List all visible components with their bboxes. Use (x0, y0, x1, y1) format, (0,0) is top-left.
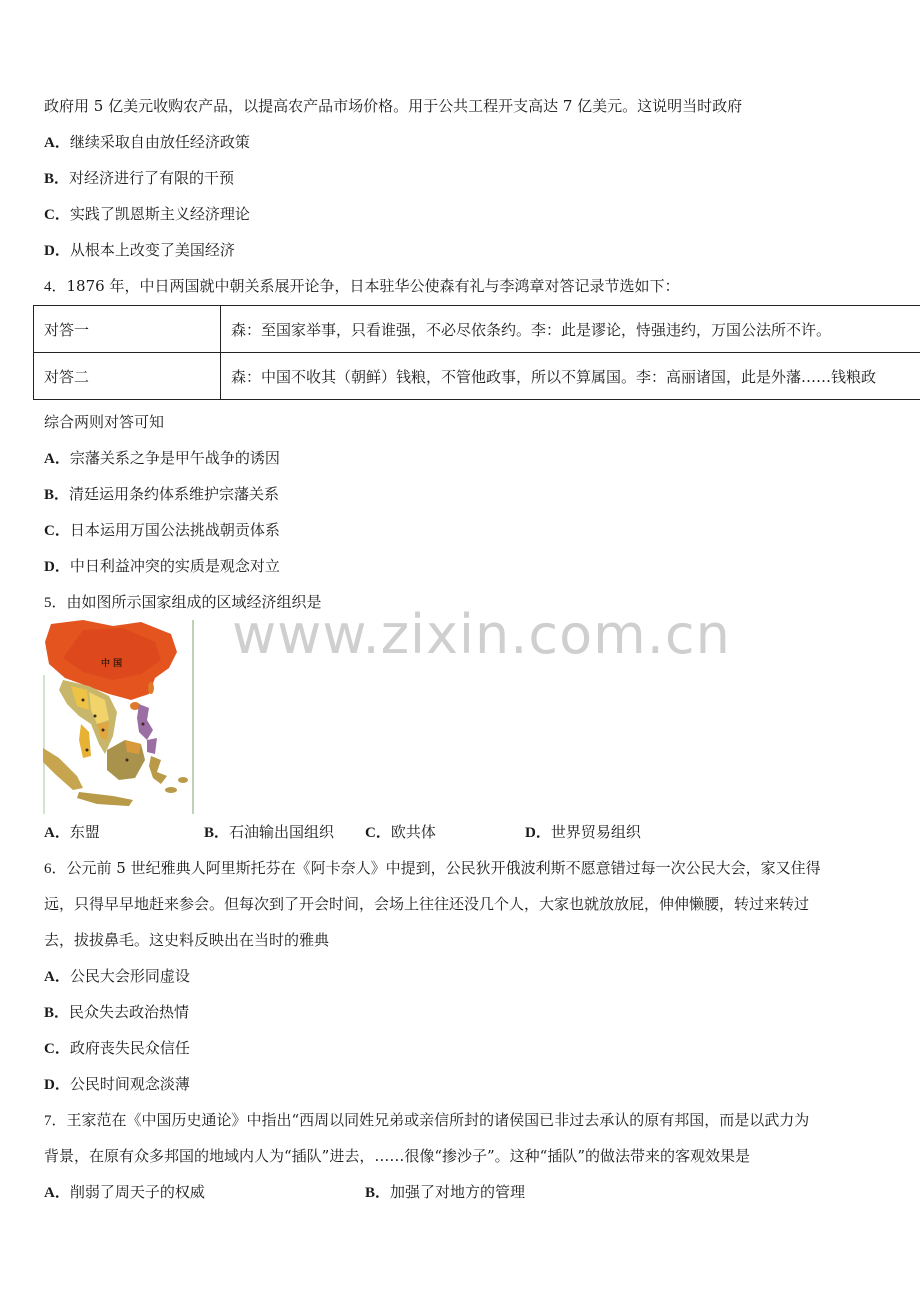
question-text: 公元前 5 世纪雅典人阿里斯托芬在《阿卡奈人》中提到，公民狄开俄波利斯不愿意错过每一次公民大会，家又住得 (66, 859, 821, 877)
option-text: 实践了凯恩斯主义经济理论 (69, 205, 250, 223)
option-letter: A． (44, 1185, 70, 1201)
q6-option-b[interactable] (44, 1002, 189, 1023)
option-text: 对经济进行了有限的干预 (69, 169, 235, 187)
question-number: 4． (44, 279, 67, 295)
q7-stem-line-1 (44, 1110, 809, 1131)
q6-option-c[interactable] (44, 1038, 190, 1059)
option-text: 欧共体 (390, 823, 436, 841)
q4-stem (44, 276, 679, 297)
q4-option-a[interactable] (44, 448, 280, 469)
table-row (34, 306, 920, 353)
q6-stem-line-3: 去，拔拔鼻毛。这史料反映出在当时的雅典 (44, 931, 330, 949)
option-text: 从根本上改变了美国经济 (69, 241, 235, 259)
option-letter: D． (525, 825, 551, 841)
option-text: 石油输出国组织 (229, 823, 335, 841)
option-letter: A． (44, 135, 70, 151)
option-letter: B． (44, 1005, 70, 1021)
option-letter: C． (44, 207, 70, 223)
option-letter: A． (44, 825, 70, 841)
option-letter: B． (44, 487, 70, 503)
q7-option-b[interactable] (365, 1182, 525, 1203)
option-letter: A． (44, 451, 70, 467)
question-text: 王家范在《中国历史通论》中指出“西周以同姓兄弟或亲信所封的诸侯国已非过去承认的原有邦国，而是以武力为 (66, 1111, 810, 1129)
option-text: 清廷运用条约体系维护宗藩关系 (69, 485, 280, 503)
option-letter: C． (365, 825, 391, 841)
table-cell-text: 森：至国家举事，只看谁强，不必尽依条约。李：此是谬论，恃强违约，万国公法所不许。 (221, 306, 920, 353)
q4-option-d[interactable] (44, 556, 280, 577)
q4-option-b[interactable] (44, 484, 279, 505)
southeast-asia-map (43, 620, 195, 814)
question-text: 由如图所示国家组成的区域经济组织是 (66, 593, 322, 611)
table-cell-label: 对答二 (34, 353, 221, 400)
table-row (34, 353, 920, 400)
q5-option-d[interactable] (525, 822, 641, 843)
question-text: 1876 年，中日两国就中朝关系展开论争，日本驻华公使森有礼与李鸿章对答记录节选如下： (66, 277, 680, 295)
q5-option-b[interactable] (204, 822, 334, 843)
q3-option-c[interactable] (44, 204, 250, 225)
q6-option-d[interactable] (44, 1074, 190, 1095)
table-cell-text: 森：中国不收其（朝鲜）钱粮，不管他政事，所以不算属国。李：高丽诸国，此是外藩……钱粮政 (221, 353, 920, 400)
q3-option-d[interactable] (44, 240, 235, 261)
question-number: 5． (44, 595, 67, 611)
map-label-china: 中 国 (101, 659, 123, 669)
q5-option-c[interactable] (365, 822, 436, 843)
q5-option-a[interactable] (44, 822, 100, 843)
q6-stem-line-2: 远，只得早早地赶来参会。但每次到了开会时间，会场上往往还没几个人，大家也就放放屁，伸伸懒腰，转过来转过 (44, 895, 810, 913)
q3-option-b[interactable] (44, 168, 234, 189)
option-letter: B． (204, 825, 230, 841)
option-letter: D． (44, 243, 70, 259)
option-text: 民众失去政治热情 (69, 1003, 190, 1021)
q6-option-a[interactable] (44, 966, 190, 987)
question-number: 6． (44, 861, 67, 877)
map-image (43, 620, 195, 814)
q3-option-a[interactable] (44, 132, 250, 153)
option-text: 政府丧失民众信任 (69, 1039, 190, 1057)
q4-follow-text: 综合两则对答可知 (44, 413, 165, 431)
option-text: 削弱了周天子的权威 (69, 1183, 205, 1201)
option-letter: B． (365, 1185, 391, 1201)
option-letter: C． (44, 523, 70, 539)
q3-stem-tail: 政府用 5 亿美元收购农产品，以提高农产品市场价格。用于公共工程开支高达 7 亿美元。这说明当时政府 (44, 97, 743, 115)
option-text: 继续采取自由放任经济政策 (69, 133, 250, 151)
option-text: 加强了对地方的管理 (390, 1183, 526, 1201)
option-letter: D． (44, 1077, 70, 1093)
q4-dialog-table (33, 305, 920, 400)
option-text: 日本运用万国公法挑战朝贡体系 (69, 521, 280, 539)
option-text: 世界贸易组织 (550, 823, 641, 841)
option-letter: A． (44, 969, 70, 985)
q7-option-a[interactable] (44, 1182, 205, 1203)
option-text: 宗藩关系之争是甲午战争的诱因 (69, 449, 280, 467)
q7-stem-line-2: 背景，在原有众多邦国的地域内人为“插队”进去，……很像“掺沙子”。这种“插队”的做法带来的客观效果是 (44, 1147, 751, 1165)
option-letter: C． (44, 1041, 70, 1057)
option-text: 公民时间观念淡薄 (69, 1075, 190, 1093)
option-text: 东盟 (69, 823, 100, 841)
option-text: 中日利益冲突的实质是观念对立 (69, 557, 280, 575)
option-letter: D． (44, 559, 70, 575)
q4-option-c[interactable] (44, 520, 280, 541)
watermark: www.zixin.com.cn (232, 603, 731, 666)
table-cell-label: 对答一 (34, 306, 221, 353)
option-text: 公民大会形同虚设 (69, 967, 190, 985)
question-number: 7． (44, 1113, 67, 1129)
q6-stem-line-1 (44, 858, 821, 879)
option-letter: B． (44, 171, 70, 187)
